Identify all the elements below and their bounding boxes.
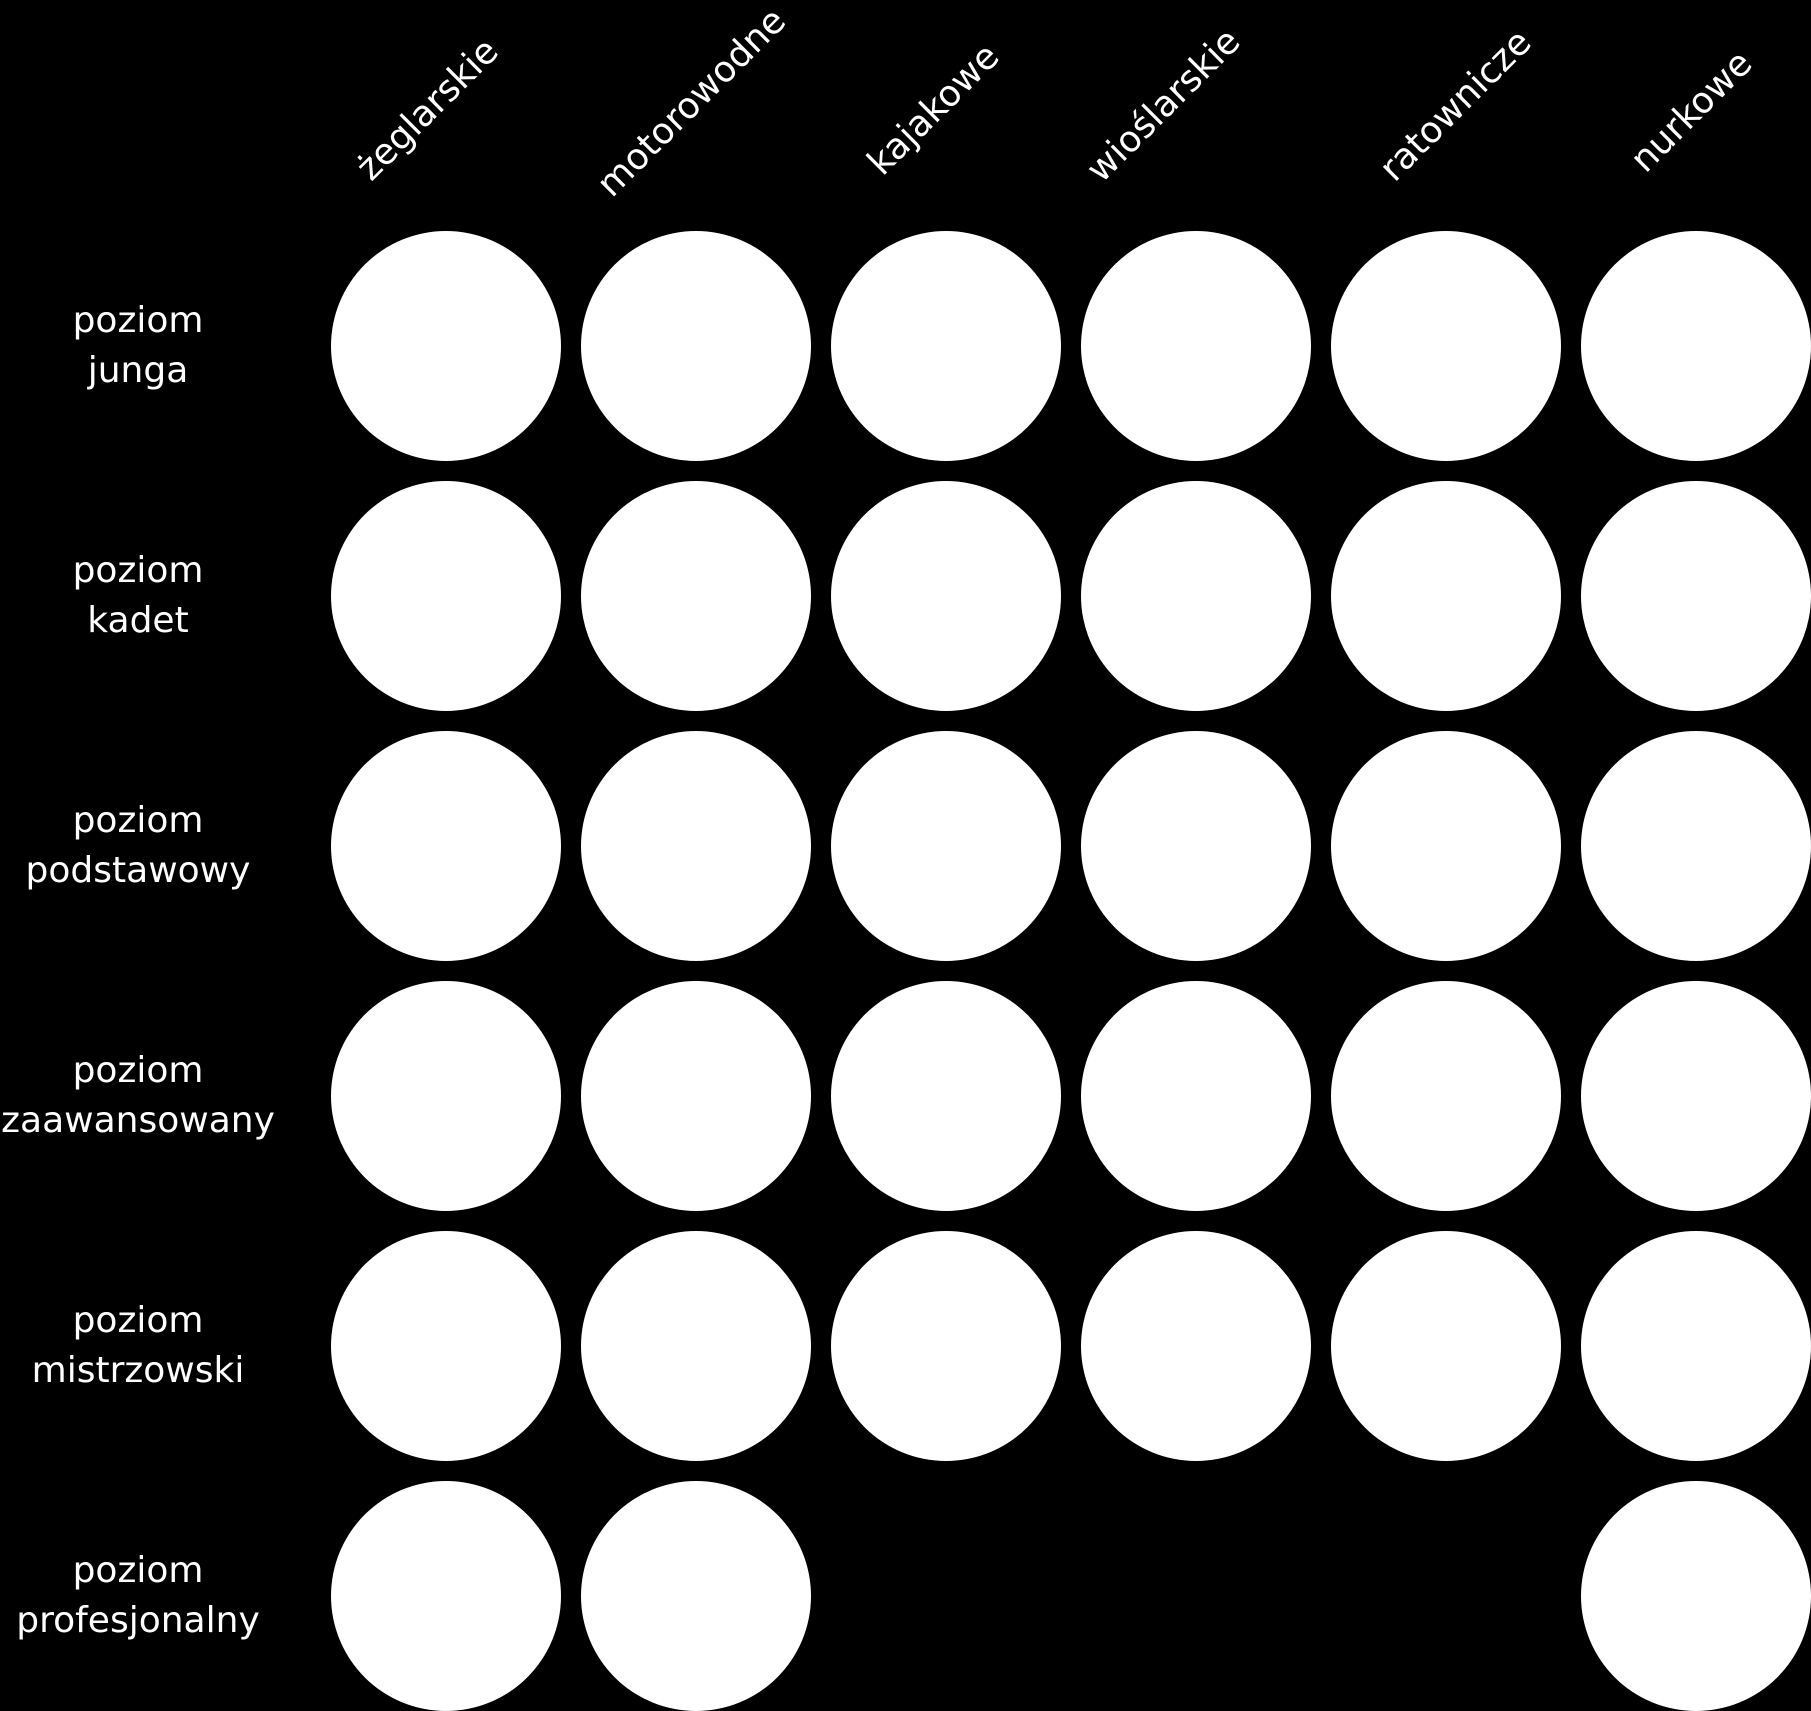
level-circle [1081,731,1311,961]
level-circle [581,1481,811,1711]
level-circle [1081,1231,1311,1461]
level-circle [331,1231,561,1461]
level-circle [581,481,811,711]
level-circle [581,731,811,961]
level-circle [581,231,811,461]
level-circle [1081,981,1311,1211]
row-label [0,1546,276,1646]
level-circle [331,731,561,961]
row-label-line-2: junga [87,350,189,391]
level-circle [1581,981,1811,1211]
column-header: motorowodne [589,0,795,206]
level-circle [1581,231,1811,461]
row-label-line-1: poziom [72,1050,204,1091]
level-circle [581,1231,811,1461]
level-circle [831,1231,1061,1461]
level-circle [331,231,561,461]
row-label-line-1: poziom [72,1550,204,1591]
level-circle [1581,1481,1811,1711]
level-circle [831,981,1061,1211]
column-header: wioślarskie [1078,20,1249,191]
level-circle [1331,1231,1561,1461]
row-label-line-1: poziom [72,300,204,341]
level-circle [1331,481,1561,711]
level-circle [1081,481,1311,711]
row-label-line-2: podstawowy [25,850,251,891]
level-circle [331,481,561,711]
level-circle [1331,731,1561,961]
row-label [0,1296,276,1396]
row-label [0,546,276,646]
level-circle [1581,731,1811,961]
row-label-line-2: kadet [87,600,189,641]
level-circle [831,231,1061,461]
row-label-line-2: zaawansowany [1,1100,275,1141]
row-label [0,1046,276,1146]
column-header: ratownicze [1371,21,1540,190]
column-header: kajakowe [859,35,1008,184]
level-circle [581,981,811,1211]
column-header: żeglarskie [348,30,507,189]
level-circle [1081,231,1311,461]
level-circle [831,731,1061,961]
level-circle [1331,231,1561,461]
level-circle [831,481,1061,711]
column-header: nurkowe [1622,42,1761,181]
row-label-line-1: poziom [72,800,204,841]
row-label-line-2: profesjonalny [16,1600,260,1641]
row-label-line-1: poziom [72,550,204,591]
row-label [0,296,276,396]
level-circle [331,1481,561,1711]
row-label-line-1: poziom [72,1300,204,1341]
level-circle [1331,981,1561,1211]
level-circle [1581,1231,1811,1461]
row-label-line-2: mistrzowski [31,1350,245,1391]
level-circle [331,981,561,1211]
level-circle [1581,481,1811,711]
row-label [0,796,276,896]
